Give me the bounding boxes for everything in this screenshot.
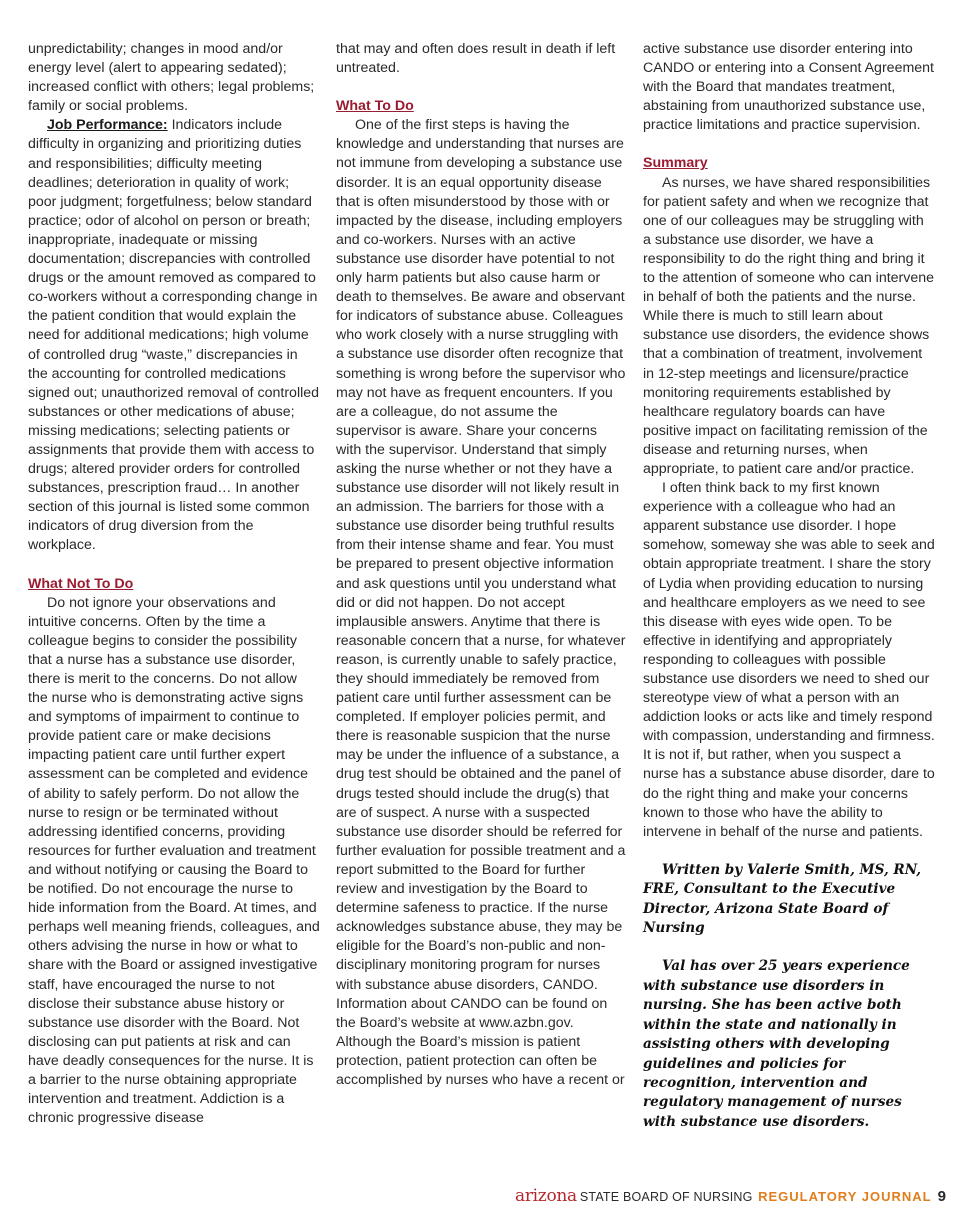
section-heading-what-to-do: What To Do <box>336 98 414 115</box>
footer-journal-title: REGULATORY JOURNAL <box>758 1189 932 1204</box>
article-column-3 <box>643 40 935 1132</box>
paragraph: As nurses, we have shared responsibilities for patient safety and when we recognize that one of our colleagues may be struggling with a substance use disorder, we have a responsibility to do the right thing and bring it to the attention of someone who can intervene in behalf of both the patients and the nurse. While there is much to still learn about substance use disorders, the evidence shows that a combination of treatment, involvement in 12-step meetings and licensure/practice monitoring requirements established by healthcare regulatory boards can have positive impact on facilitating remission of the disease and returning nurses, when appropriate, to patient care and/or practice. <box>643 174 935 477</box>
author-bio: Val has over 25 years experience with substance use disorders in nursing. She has been active both within the state and nationally in assisting others with developing guidelines and policies for recognition, intervention and regulatory management of nurses with substance use disorders. <box>643 958 910 1130</box>
paragraph <box>28 116 320 555</box>
paragraph: I often think back to my first known experience with a colleague who had an apparent substance use disorder. I hope somehow, someway she was able to seek and obtain appropriate treatment. I share the story of Lydia when providing education to nursing and healthcare employers as we need to see this disease with eyes wide open. To be effective in identifying and appropriately responding to colleagues with possible substance use disorders we need to shed our stereotype view of what a person with an addiction looks or acts like and timely respond with compassion, understanding and firmness. It is not if, but rather, when you suspect a nurse has a substance abuse disorder, dare to do the right thing and make your concerns known to those who have the ability to intervene in behalf of the nurse and patients. <box>643 480 935 840</box>
page-number: 9 <box>937 1188 946 1205</box>
inline-heading-job-performance: Job Performance: <box>47 117 168 134</box>
article-column-1 <box>28 40 320 1128</box>
paragraph-text: Indicators include difficulty in organizing and prioritizing duties and responsibilities; difficulty meeting deadlines; deterioration in quality of work; poor judgment; forgetfulness; below standard practice; odor of alcohol on person or breath; inappropriate, inadequate or missing documentation; discrepancies with controlled drugs or the amount removed as compared to co-workers without a corresponding change in the patient condition that would explain the need for additional medications; high volume of controlled drug “waste,” discrepancies in the accounting for controlled medications signed out; unauthorized removal of controlled substances or other medications of abuse; missing medications; selecting patients or assignments that provide them with access to drugs; altered provider orders for controlled substances, prescription fraud… In another section of this journal is listed some common indicators of drug diversion from the workplace. <box>28 117 320 554</box>
paragraph: active substance use disorder entering into CANDO or entering into a Consent Agreement with the Board that mandates treatment, abstaining from unauthorized substance use, practice limitations and practice supervision. <box>643 41 934 134</box>
paragraph: Do not ignore your observations and intuitive concerns. Often by the time a colleague begins to consider the possibility that a nurse has a substance use disorder, there is merit to the concerns. Do not allow the nurse who is demonstrating active signs and symptoms of impairment to continue to provide patient care or make decisions impacting patient care until further expert assessment can be completed and evidence of ability to safely perform. Do not allow the nurse to resign or be terminated without addressing identified concerns, providing resources for further evaluation and treatment and without notifying or causing the Board to be notified. Do not encourage the nurse to hide information from the Board. At times, and perhaps well meaning friends, colleagues, and others advising the nurse in how or what to share with the Board or assigned investigative staff, have encouraged the nurse to not disclose their substance abuse history or substance use disorder with the Board. Not disclosing can put patients at risk and can have deadly consequences for the nurse. It is a barrier to the nurse obtaining appropriate intervention and treatment. Addiction is a chronic progressive disease <box>28 594 320 1127</box>
article-column-2 <box>336 40 626 1090</box>
section-heading-what-not-to-do: What Not To Do <box>28 575 134 592</box>
paragraph: One of the first steps is having the knowledge and understanding that nurses are not immune from developing a substance use disorder. It is an equal opportunity disease that is often misunderstood by those with or impacted by the disease, including employers and co-workers. Nurses with an active substance use disorder have potential to not only harm patients but also cause harm or death to themselves. Be aware and observant for indicators of substance abuse. Colleagues who work closely with a nurse struggling with a substance use disorder often recognize that something is wrong before the supervisor who may not have as frequent encounters. If you are a colleague, do not assume the supervisor is aware. Share your concerns with the supervisor. Understand that simply asking the nurse whether or not they have a substance use disorder will not likely result in an admission. The barriers for those with a substance use disorder being truthful results from their intense shame and fear. You must be prepared to present objective information and ask questions until you understand what did or did not happen. Do not accept implausible answers. Anytime that there is reasonable concern that a nurse, for whatever reason, is currently unable to safely practice, they should immediately be removed from patient care until further assessment can be completed. If employer policies permit, and there is reasonable suspicion that the nurse may be under the influence of a substance, a drug test should be obtained and the panel of drugs tested should include the drug(s) that are of suspect. A nurse with a suspected substance use disorder should be referred for further evaluation for possible treatment and a report submitted to the Board for further review and investigation by the Board to determine safeness to practice. If the nurse acknowledges substance abuse, they may be eligible for the Board’s non-public and non-disciplinary monitoring program for nurses with substance abuse disorders, CANDO. Information about CANDO can be found on the Board’s website at www.azbn.gov. Although the Board’s mission is patient protection, patient protection can often be accomplished by nurses who have a recent or <box>336 117 626 1088</box>
paragraph: that may and often does result in death if left untreated. <box>336 41 616 77</box>
paragraph: unpredictability; changes in mood and/or energy level (alert to appearing sedated); increased conflict with others; legal problems; family or social problems. <box>28 41 315 115</box>
footer-arizona-wordmark: arizona <box>515 1186 577 1206</box>
author-byline: Written by Valerie Smith, MS, RN, FRE, Consultant to the Executive Director, Arizona State Board of Nursing <box>643 861 921 937</box>
section-heading-summary: Summary <box>643 155 708 172</box>
footer-state-board: STATE BOARD OF NURSING <box>579 1190 753 1204</box>
page-footer <box>515 1186 946 1206</box>
